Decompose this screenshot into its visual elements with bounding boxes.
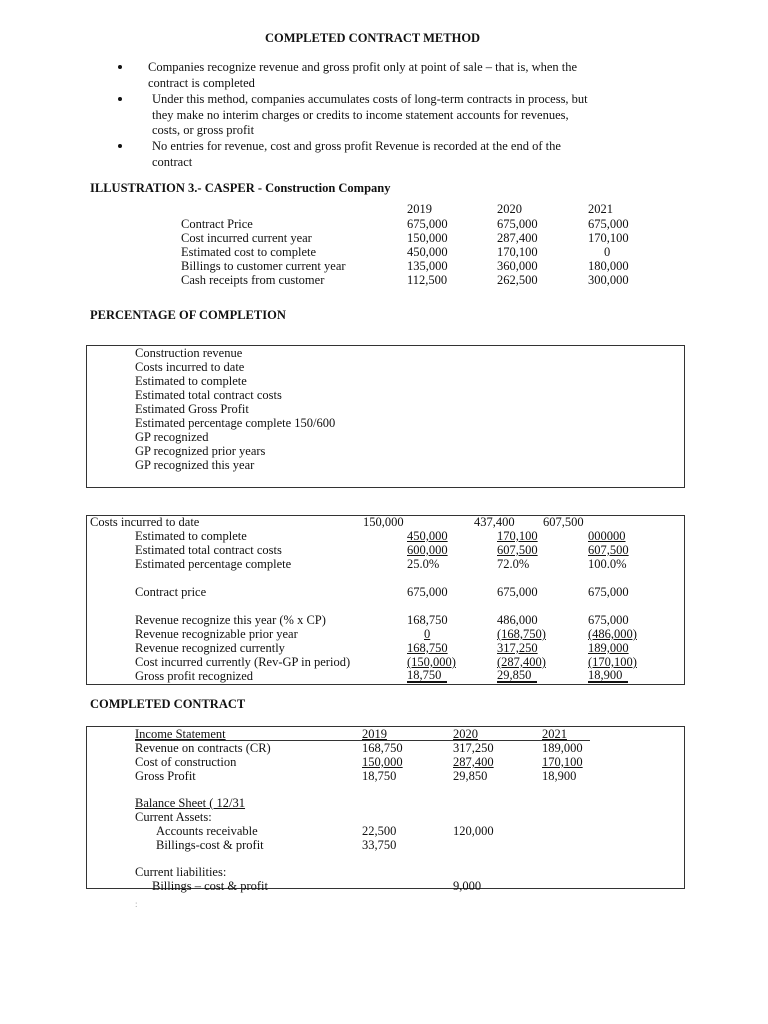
- year-header: 2020: [497, 202, 522, 216]
- bullet-text: contract: [152, 154, 193, 169]
- row-label: Gross Profit: [135, 769, 196, 783]
- cell-value: (150,000): [407, 655, 456, 669]
- cell-value: 450,000: [407, 529, 448, 543]
- cell-value: 112,500: [407, 273, 448, 287]
- cell-value: 120,000: [453, 824, 494, 838]
- row-label: Current Assets:: [135, 810, 212, 824]
- row-label: Estimated to complete: [135, 529, 247, 543]
- section-heading: COMPLETED CONTRACT: [90, 697, 246, 711]
- cell-value: 180,000: [588, 259, 629, 273]
- row-label: Contract price: [135, 585, 207, 599]
- worksheet-line: Construction revenue: [135, 346, 243, 360]
- cell-value: 0: [604, 245, 611, 259]
- year-header: 2020: [453, 727, 478, 741]
- year-header: 2019: [362, 727, 387, 741]
- cell-value: 150,000: [407, 231, 448, 245]
- cell-value: 150,000: [363, 515, 404, 529]
- row-label: Billings – cost & profit: [152, 879, 268, 893]
- cell-value: 300,000: [588, 273, 629, 287]
- cell-value: 675,000: [497, 217, 538, 231]
- cell-value: 29,850: [497, 669, 537, 683]
- cell-value: 262,500: [497, 273, 538, 287]
- worksheet-line: GP recognized this year: [135, 458, 255, 472]
- row-label: Revenue on contracts (CR): [135, 741, 271, 755]
- bullet-text: Companies recognize revenue and gross profit only at point of sale – that is, when the: [148, 60, 578, 74]
- cell-value: 000000: [588, 529, 626, 543]
- cell-value: 100.0%: [588, 557, 627, 571]
- cell-value: 675,000: [497, 585, 538, 599]
- worksheet-line: Estimated total contract costs: [135, 388, 282, 402]
- cell-value: 450,000: [407, 245, 448, 259]
- cell-value: 675,000: [588, 613, 629, 627]
- row-label: Current liabilities:: [135, 865, 227, 879]
- cell-value: (170,100): [588, 655, 637, 669]
- cell-value: 135,000: [407, 259, 448, 273]
- year-header: 2021: [588, 202, 613, 216]
- row-label: Contract Price: [181, 217, 253, 231]
- cell-value: 150,000: [362, 755, 403, 769]
- bullet-icon: [118, 97, 122, 101]
- row-label: Gross profit recognized: [135, 669, 254, 683]
- bullet-text: No entries for revenue, cost and gross profit Revenue is recorded at the end of the: [152, 139, 561, 153]
- cell-value: 675,000: [407, 585, 448, 599]
- cell-value: 170,100: [497, 245, 538, 259]
- cell-value: 170,100: [542, 755, 583, 769]
- worksheet-line: Estimated percentage complete 150/600: [135, 416, 336, 430]
- cell-value: (287,400): [497, 655, 546, 669]
- row-label: Estimated total contract costs: [135, 543, 282, 557]
- cell-value: 287,400: [453, 755, 494, 769]
- cell-value: 18,900: [542, 769, 577, 783]
- trailing-mark: :: [135, 899, 138, 909]
- cell-value: 29,850: [453, 769, 488, 783]
- cell-value: 675,000: [588, 585, 629, 599]
- cell-value: (168,750): [497, 627, 546, 641]
- cell-value: 287,400: [497, 231, 538, 245]
- cell-value: 360,000: [497, 259, 538, 273]
- cell-value: 600,000: [407, 543, 448, 557]
- row-label: Revenue recognized currently: [135, 641, 285, 655]
- bullet-text: Under this method, companies accumulates costs of long-term contracts in process, but: [152, 92, 588, 106]
- row-label: Costs incurred to date: [90, 515, 200, 529]
- row-label: Estimated percentage complete: [135, 557, 292, 571]
- row-label: Cost of construction: [135, 755, 237, 769]
- cell-value: 317,250: [497, 641, 538, 655]
- row-label: Billings-cost & profit: [156, 838, 264, 852]
- row-label: Estimated cost to complete: [181, 245, 317, 259]
- cell-value: 18,750: [362, 769, 397, 783]
- cell-value: 168,750: [407, 641, 448, 655]
- section-heading: PERCENTAGE OF COMPLETION: [90, 308, 286, 322]
- row-label: Cost incurred currently (Rev-GP in period): [135, 655, 351, 669]
- income-statement-header: Income Statement: [135, 727, 226, 741]
- year-header: 2019: [407, 202, 432, 216]
- cell-value: 607,500: [543, 515, 584, 529]
- row-label: Cost incurred current year: [181, 231, 312, 245]
- row-label: Cash receipts from customer: [181, 273, 325, 287]
- worksheet-line: GP recognized: [135, 430, 209, 444]
- cell-value: 22,500: [362, 824, 397, 838]
- worksheet-line: Estimated to complete: [135, 374, 247, 388]
- year-header: 2021: [542, 727, 567, 741]
- cell-value: 168,750: [362, 741, 403, 755]
- cell-value: 18,900: [588, 669, 628, 683]
- cell-value: 33,750: [362, 838, 397, 852]
- section-heading: ILLUSTRATION 3.- CASPER - Construction Company: [90, 181, 391, 195]
- cell-value: 18,750: [407, 669, 447, 683]
- bullet-text: costs, or gross profit: [152, 123, 255, 137]
- cell-value: 189,000: [542, 741, 583, 755]
- bullet-icon: [118, 65, 122, 69]
- cell-value: 607,500: [588, 543, 629, 557]
- cell-value: 675,000: [407, 217, 448, 231]
- row-label: Revenue recognize this year (% x CP): [135, 613, 326, 627]
- page-title: COMPLETED CONTRACT METHOD: [265, 31, 481, 45]
- cell-value: 317,250: [453, 741, 494, 755]
- cell-value: 25.0%: [407, 557, 440, 571]
- row-label: Revenue recognizable prior year: [135, 627, 298, 641]
- balance-sheet-header: Balance Sheet ( 12/31: [135, 796, 246, 810]
- worksheet-line: Estimated Gross Profit: [135, 402, 249, 416]
- bullet-icon: [118, 144, 122, 148]
- bullet-text: contract is completed: [148, 75, 255, 90]
- cell-value: 170,100: [497, 529, 538, 543]
- cell-value: 486,000: [497, 613, 538, 627]
- worksheet-line: Costs incurred to date: [135, 360, 245, 374]
- cell-value: 168,750: [407, 613, 448, 627]
- cell-value: 189,000: [588, 641, 629, 655]
- cell-value: 170,100: [588, 231, 629, 245]
- cell-value: 0: [424, 627, 431, 641]
- cell-value: 9,000: [453, 879, 482, 893]
- row-label: Accounts receivable: [156, 824, 258, 838]
- cell-value: 607,500: [497, 543, 538, 557]
- worksheet-line: GP recognized prior years: [135, 444, 266, 458]
- cell-value: 675,000: [588, 217, 629, 231]
- bullet-text: they make no interim charges or credits to income statement accounts for revenues,: [152, 107, 569, 122]
- row-label: Billings to customer current year: [181, 259, 346, 273]
- cell-value: (486,000): [588, 627, 637, 641]
- cell-value: 437,400: [474, 515, 515, 529]
- cell-value: 72.0%: [497, 557, 530, 571]
